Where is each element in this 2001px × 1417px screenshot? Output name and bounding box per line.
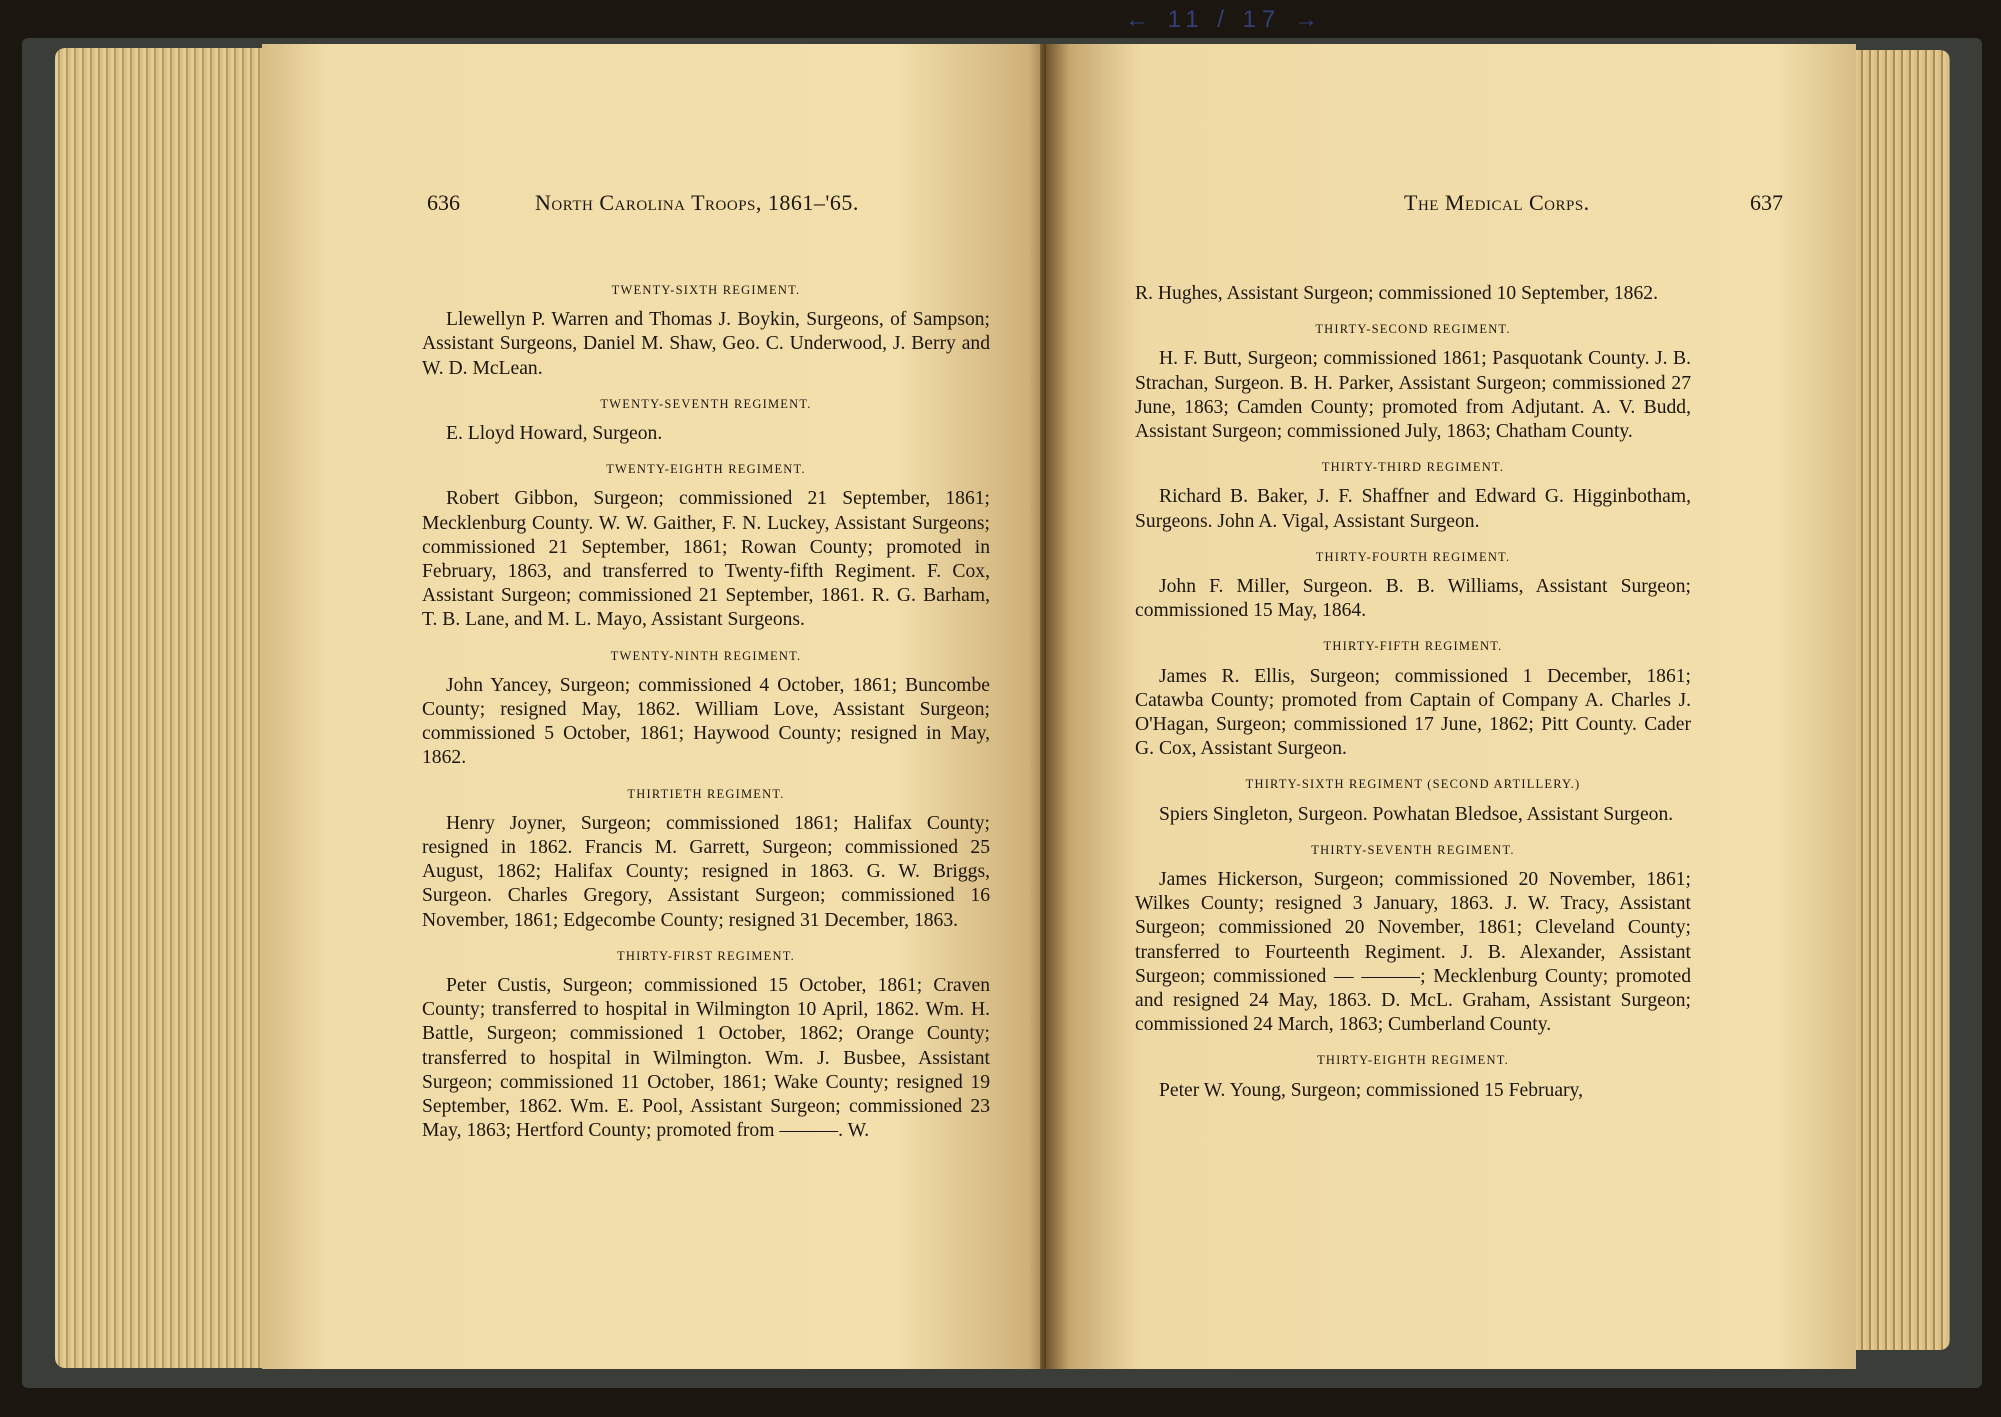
- regiment-entry: Peter Custis, Surgeon; commissioned 15 October, 1861; Craven County; transferred to hospital in Wilmington 10 April, 1862. Wm. H. Battle, Surgeon; commissioned 1 October, 1862; Orange County; transferred to hospital in Wilmington. Wm. J. Busbee, Assistant Surgeon; commissioned 11 October, 1861; Wake County; resigned 19 September, 1862. Wm. E. Pool, Assistant Surgeon; commissioned 23 May, 1863; Hertford County; promoted from ———. W.: [422, 975, 990, 1142]
- regiment-entry: H. F. Butt, Surgeon; commissioned 1861; Pasquotank County. J. B. Strachan, Surgeon. B. H. Parker, Assistant Surgeon; commissioned 27 June, 1863; Camden County; promoted from Adjutant. A. V. Budd, Assistant Surgeon; commissioned July, 1863; Chatham County.: [1135, 348, 1691, 443]
- regiment-entry: John Yancey, Surgeon; commissioned 4 October, 1861; Buncombe County; resigned May, 1862. William Love, Assistant Surgeon; commissioned 5 October, 1861; Haywood County; resigned in May, 1862.: [422, 674, 990, 769]
- section: [422, 644, 990, 771]
- regiment-entry: Peter W. Young, Surgeon; commissioned 15 February,: [1159, 1079, 1583, 1101]
- shelf-label: ← 11 / 17 →: [1125, 6, 1324, 33]
- left-page-text: [422, 278, 990, 1144]
- regiment-heading: THIRTY-SECOND REGIMENT.: [1315, 322, 1511, 337]
- regiment-heading: THIRTY-SIXTH REGIMENT (SECOND ARTILLERY.): [1245, 777, 1581, 792]
- regiment-heading: THIRTY-FOURTH REGIMENT.: [1315, 549, 1511, 564]
- regiment-entry: Llewellyn P. Warren and Thomas J. Boykin, Surgeons, of Sampson; Assistant Surgeons, Daniel M. Shaw, Geo. C. Underwood, J. Berry and W. D. McLean.: [422, 309, 990, 379]
- section: [1135, 317, 1691, 444]
- regiment-entry: Robert Gibbon, Surgeon; commissioned 21 September, 1861; Mecklenburg County. W. W. Gaither, F. N. Luckey, Assistant Surgeons; commissioned 21 September, 1861; Rowan County; promoted in February, 1863, and transferred to Twenty-fifth Regiment. F. Cox, Assistant Surgeon; commissioned 21 September, 1861. R. G. Barham, T. B. Lane, and M. L. Mayo, Assistant Surgeons.: [422, 488, 990, 631]
- section: [1135, 455, 1691, 534]
- regiment-heading: THIRTY-FIFTH REGIMENT.: [1323, 639, 1503, 654]
- section: [422, 782, 990, 933]
- left-page: [262, 44, 1052, 1369]
- section: [422, 944, 990, 1144]
- regiment-entry: Richard B. Baker, J. F. Shaffner and Edward G. Higginbotham, Surgeons. John A. Vigal, Assistant Surgeon.: [1135, 486, 1691, 532]
- regiment-heading: THIRTIETH REGIMENT.: [627, 786, 785, 801]
- regiment-entry: Spiers Singleton, Surgeon. Powhatan Bledsoe, Assistant Surgeon.: [1159, 803, 1674, 825]
- section: [1135, 838, 1691, 1038]
- regiment-heading: THIRTY-EIGHTH REGIMENT.: [1317, 1053, 1509, 1068]
- section: [422, 457, 990, 632]
- left-page-header: [427, 190, 987, 220]
- continuation-entry: R. Hughes, Assistant Surgeon; commissioned 10 September, 1862.: [1135, 283, 1658, 304]
- regiment-heading: THIRTY-SEVENTH REGIMENT.: [1311, 842, 1515, 857]
- page-number: 637: [1750, 190, 1783, 215]
- right-page-text: [1135, 282, 1691, 1103]
- section: [1135, 634, 1691, 761]
- running-title: The Medical Corps.: [1404, 190, 1590, 215]
- section: [422, 392, 990, 446]
- regiment-entry: James Hickerson, Surgeon; commissioned 20 November, 1861; Wilkes County; resigned 3 January, 1863. J. W. Tracy, Assistant Surgeon; commissioned 20 November, 1861; Cleveland County; transferred to Fourteenth Regiment. J. B. Alexander, Assistant Surgeon; commissioned — ———; Mecklenburg County; promoted and resigned 24 May, 1863. D. McL. Graham, Assistant Surgeon; commissioned 24 March, 1863; Cumberland County.: [1135, 869, 1691, 1036]
- section: [1135, 772, 1691, 826]
- regiment-heading: THIRTY-THIRD REGIMENT.: [1321, 460, 1505, 475]
- section: [1135, 545, 1691, 624]
- page-number: 636: [427, 190, 460, 215]
- regiment-entry: James R. Ellis, Surgeon; commissioned 1 December, 1861; Catawba County; promoted from Captain of Company A. Charles J. O'Hagan, Surgeon; commissioned 17 June, 1862; Pitt County. Cader G. Cox, Assistant Surgeon.: [1135, 665, 1691, 760]
- section: [1135, 1048, 1691, 1102]
- right-page-edges: [1850, 50, 1950, 1350]
- regiment-heading: THIRTY-FIRST REGIMENT.: [617, 948, 795, 963]
- regiment-heading: TWENTY-SIXTH REGIMENT.: [611, 283, 801, 297]
- regiment-heading: TWENTY-SEVENTH REGIMENT.: [600, 396, 812, 411]
- regiment-entry: John F. Miller, Surgeon. B. B. Williams, Assistant Surgeon; commissioned 15 May, 1864.: [1135, 576, 1691, 622]
- right-page: [1046, 44, 1856, 1369]
- running-title: North Carolina Troops, 1861–'65.: [535, 190, 859, 215]
- regiment-entry: Henry Joyner, Surgeon; commissioned 1861; Halifax County; resigned in 1862. Francis M. Garrett, Surgeon; commissioned 25 August, 1862; Halifax County; resigned in 1863. G. W. Briggs, Surgeon. Charles Gregory, Assistant Surgeon; commissioned 16 November, 1861; Edgecombe County; resigned 31 December, 1863.: [422, 812, 990, 931]
- regiment-heading: TWENTY-EIGHTH REGIMENT.: [606, 462, 806, 477]
- regiment-heading: TWENTY-NINTH REGIMENT.: [610, 648, 802, 663]
- left-page-edges: [55, 48, 265, 1368]
- regiment-entry: E. Lloyd Howard, Surgeon.: [446, 423, 663, 445]
- right-page-header: [1136, 190, 1786, 220]
- section: [422, 278, 990, 381]
